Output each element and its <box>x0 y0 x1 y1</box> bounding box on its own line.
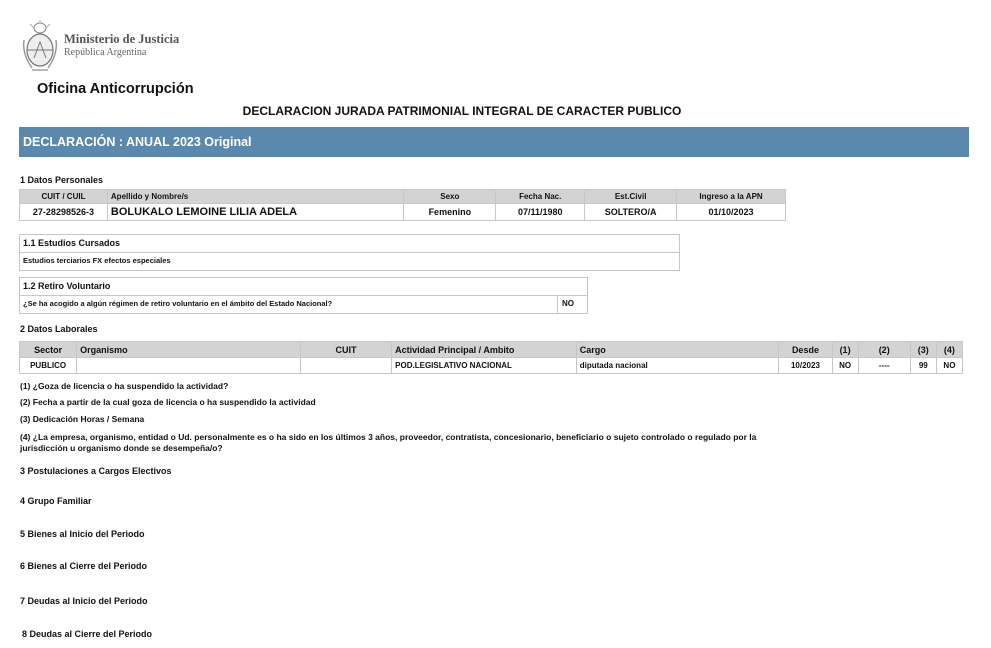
laboral-table <box>19 341 963 374</box>
studies-box <box>19 234 680 271</box>
section-7-title: 7 Deudas al Inicio del Periodo <box>20 596 148 606</box>
header-cuit: CUIT / CUIL <box>20 190 108 204</box>
note-4b: jurisdicción u organismo donde se desempeña/o? <box>20 443 223 453</box>
header-birth: Fecha Nac. <box>496 190 585 204</box>
header-name: Apellido y Nombre/s <box>107 190 403 204</box>
header-cuit-lab: CUIT <box>300 342 391 358</box>
retiro-row <box>20 296 587 312</box>
header-civil: Est.Civil <box>585 190 677 204</box>
declaration-banner: DECLARACIÓN : ANUAL 2023 Original <box>19 127 969 157</box>
ministry-name: Ministerio de Justicia <box>64 32 180 46</box>
actividad-value: POD.LEGISLATIVO NACIONAL <box>392 358 577 374</box>
birth-value: 07/11/1980 <box>496 204 585 221</box>
retiro-title: 1.2 Retiro Voluntario <box>20 278 587 296</box>
c2-value: ---- <box>858 358 910 374</box>
organismo-value <box>77 358 301 374</box>
office-name: Oficina Anticorrupción <box>37 81 194 97</box>
header-organismo: Organismo <box>77 342 301 358</box>
c4-value: NO <box>936 358 962 374</box>
header-c3: (3) <box>910 342 936 358</box>
personal-data-table <box>19 189 786 221</box>
cuit-value: 27-28298526-3 <box>20 204 108 221</box>
section-3-title: 3 Postulaciones a Cargos Electivos <box>20 466 172 476</box>
header-c2: (2) <box>858 342 910 358</box>
section-5-title: 5 Bienes al Inicio del Periodo <box>20 529 145 539</box>
header-desde: Desde <box>779 342 832 358</box>
sex-value: Femenino <box>404 204 496 221</box>
header-sex: Sexo <box>404 190 496 204</box>
header-c1: (1) <box>832 342 858 358</box>
section-personal-title: 1 Datos Personales <box>20 175 104 185</box>
civil-value: SOLTERO/A <box>585 204 677 221</box>
c3-value: 99 <box>910 358 936 374</box>
section-6-title: 6 Bienes al Cierre del Periodo <box>20 561 148 571</box>
section-8-title: 8 Deudas al Cierre del Periodo <box>22 629 153 639</box>
section-4-title: 4 Grupo Familiar <box>20 496 92 506</box>
coat-of-arms-icon <box>20 20 60 74</box>
cuit-lab-value <box>300 358 391 374</box>
apn-value: 01/10/2023 <box>677 204 786 221</box>
header-c4: (4) <box>936 342 962 358</box>
name-value: BOLUKALO LEMOINE LILIA ADELA <box>107 204 403 221</box>
retiro-answer: NO <box>557 296 578 313</box>
note-2: (2) Fecha a partir de la cual goza de licencia o ha suspendido la actividad <box>20 397 316 407</box>
retiro-box <box>19 277 588 314</box>
note-4a: (4) ¿La empresa, organismo, entidad o Ud. personalmente es o ha sido en los últimos 3 años, proveedor, contratista, concesionario, beneficiario o sujeto controlado o regulado por la <box>20 432 757 442</box>
c1-value: NO <box>832 358 858 374</box>
note-1: (1) ¿Goza de licencia o ha suspendido la actividad? <box>20 381 229 391</box>
studies-value: Estudios terciarios FX efectos especiales <box>23 256 171 265</box>
document-title: DECLARACION JURADA PATRIMONIAL INTEGRAL DE CARACTER PUBLICO <box>242 104 682 118</box>
header-apn: Ingreso a la APN <box>677 190 786 204</box>
retiro-question: ¿Se ha acogido a algún régimen de retiro voluntario en el ámbito del Estado Nacional? <box>23 299 333 308</box>
header-cargo: Cargo <box>576 342 779 358</box>
cargo-value: diputada nacional <box>576 358 779 374</box>
republic-name: República Argentina <box>64 47 147 58</box>
studies-title: 1.1 Estudios Cursados <box>20 235 679 253</box>
section-laboral-title: 2 Datos Laborales <box>20 324 98 334</box>
header-actividad: Actividad Principal / Ambito <box>392 342 577 358</box>
desde-value: 10/2023 <box>779 358 832 374</box>
note-3: (3) Dedicación Horas / Semana <box>20 414 145 424</box>
header-sector: Sector <box>20 342 77 358</box>
sector-value: PUBLICO <box>20 358 77 374</box>
